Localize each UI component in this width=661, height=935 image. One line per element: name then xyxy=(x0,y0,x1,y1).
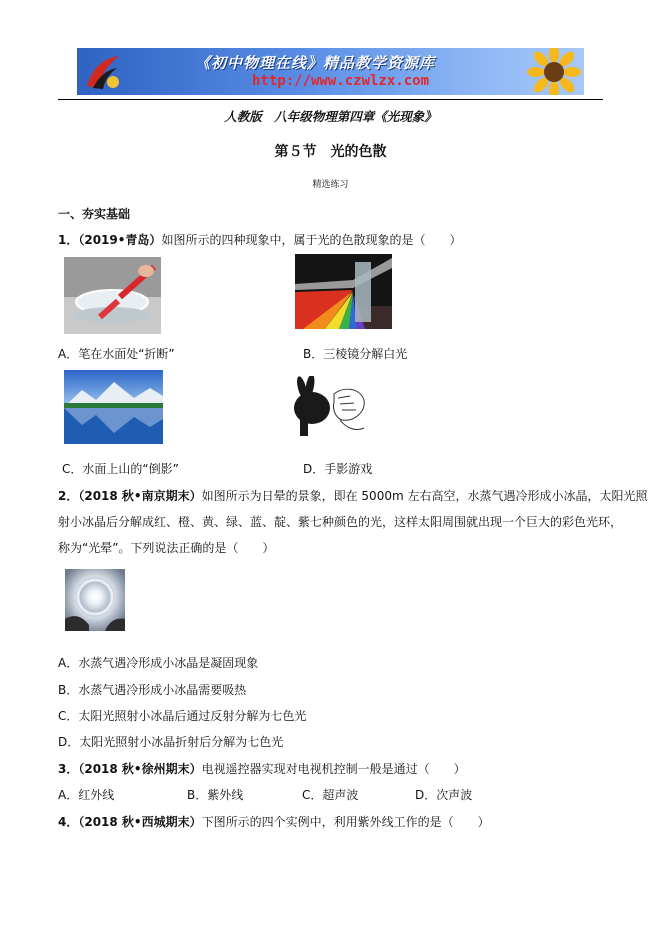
q2-option-d: D．太阳光照射小冰晶折射后分解为七色光 xyxy=(58,735,284,749)
q2-stem-line3: 称为“光晕”。下列说法正确的是（ ） xyxy=(58,541,275,555)
q2-stem-line1: 如图所示为日晕的景象，即在 5000m 左右高空，水蒸气遇冷形成小冰晶，太阳光照 xyxy=(201,489,648,503)
mountain-reflection-image xyxy=(64,370,163,444)
header-rule xyxy=(58,99,603,100)
question-3 xyxy=(58,760,466,777)
q3-option-c: C．超声波 xyxy=(302,788,359,802)
header-banner xyxy=(77,48,584,95)
hand-shadow-image xyxy=(290,376,370,442)
q4-stem: 下图所示的四个实例中，利用紫外线工作的是（ ） xyxy=(201,815,490,829)
solar-halo-image xyxy=(65,569,125,631)
q2-number: 2． xyxy=(58,489,79,503)
q1-option-d: D．手影游戏 xyxy=(303,462,373,476)
q3-option-d: D．次声波 xyxy=(415,788,473,802)
q3-option-b: B．紫外线 xyxy=(187,788,244,802)
q1-stem: 如图所示的四种现象中，属于光的色散现象的是（ ） xyxy=(161,233,462,247)
banner-url: http://www.czwlzx.com xyxy=(252,73,430,89)
subtitle: 精选练习 xyxy=(312,180,349,190)
q1-number: 1． xyxy=(58,233,79,247)
section-title: 第５节 光的色散 xyxy=(274,144,387,160)
question-2 xyxy=(58,487,647,504)
site-logo-icon xyxy=(83,52,123,92)
q2-option-a: A．水蒸气遇冷形成小冰晶是凝固现象 xyxy=(58,656,259,670)
question-1 xyxy=(58,231,461,248)
q1-option-c: C．水面上山的“倒影” xyxy=(62,462,179,476)
banner-title: 《初中物理在线》精品教学资源库 xyxy=(195,54,436,72)
q3-number: 3． xyxy=(58,762,79,776)
question-4 xyxy=(58,813,490,830)
q3-stem: 电视遥控器实现对电视机控制一般是通过（ ） xyxy=(201,762,466,776)
prism-spectrum-image xyxy=(295,254,392,329)
q3-source: （2018 秋•徐州期末） xyxy=(78,762,202,776)
q1-source: （2019•青岛） xyxy=(78,233,162,247)
sunflower-image xyxy=(526,48,582,95)
q3-option-a: A．红外线 xyxy=(58,788,115,802)
q2-stem-line2: 射小冰晶后分解成红、橙、黄、绿、蓝、靛、紫七种颜色的光，这样太阳周围就出现一个巨大的彩色光环， xyxy=(58,515,623,529)
part-heading: 一、夯实基础 xyxy=(58,207,131,221)
q2-source: （2018 秋•南京期末） xyxy=(78,489,202,503)
q1-option-a: A．笔在水面处“折断” xyxy=(58,347,175,361)
q2-option-b: B．水蒸气遇冷形成小冰晶需要吸热 xyxy=(58,683,247,697)
book-line: 人教版 八年级物理第四章《光现象》 xyxy=(224,109,437,124)
q4-source: （2018 秋•西城期末） xyxy=(78,815,202,829)
q1-option-b: B．三棱镜分解白光 xyxy=(303,347,408,361)
q4-number: 4． xyxy=(58,815,79,829)
q2-option-c: C．太阳光照射小冰晶后通过反射分解为七色光 xyxy=(58,709,307,723)
pencil-in-water-image xyxy=(64,257,161,334)
